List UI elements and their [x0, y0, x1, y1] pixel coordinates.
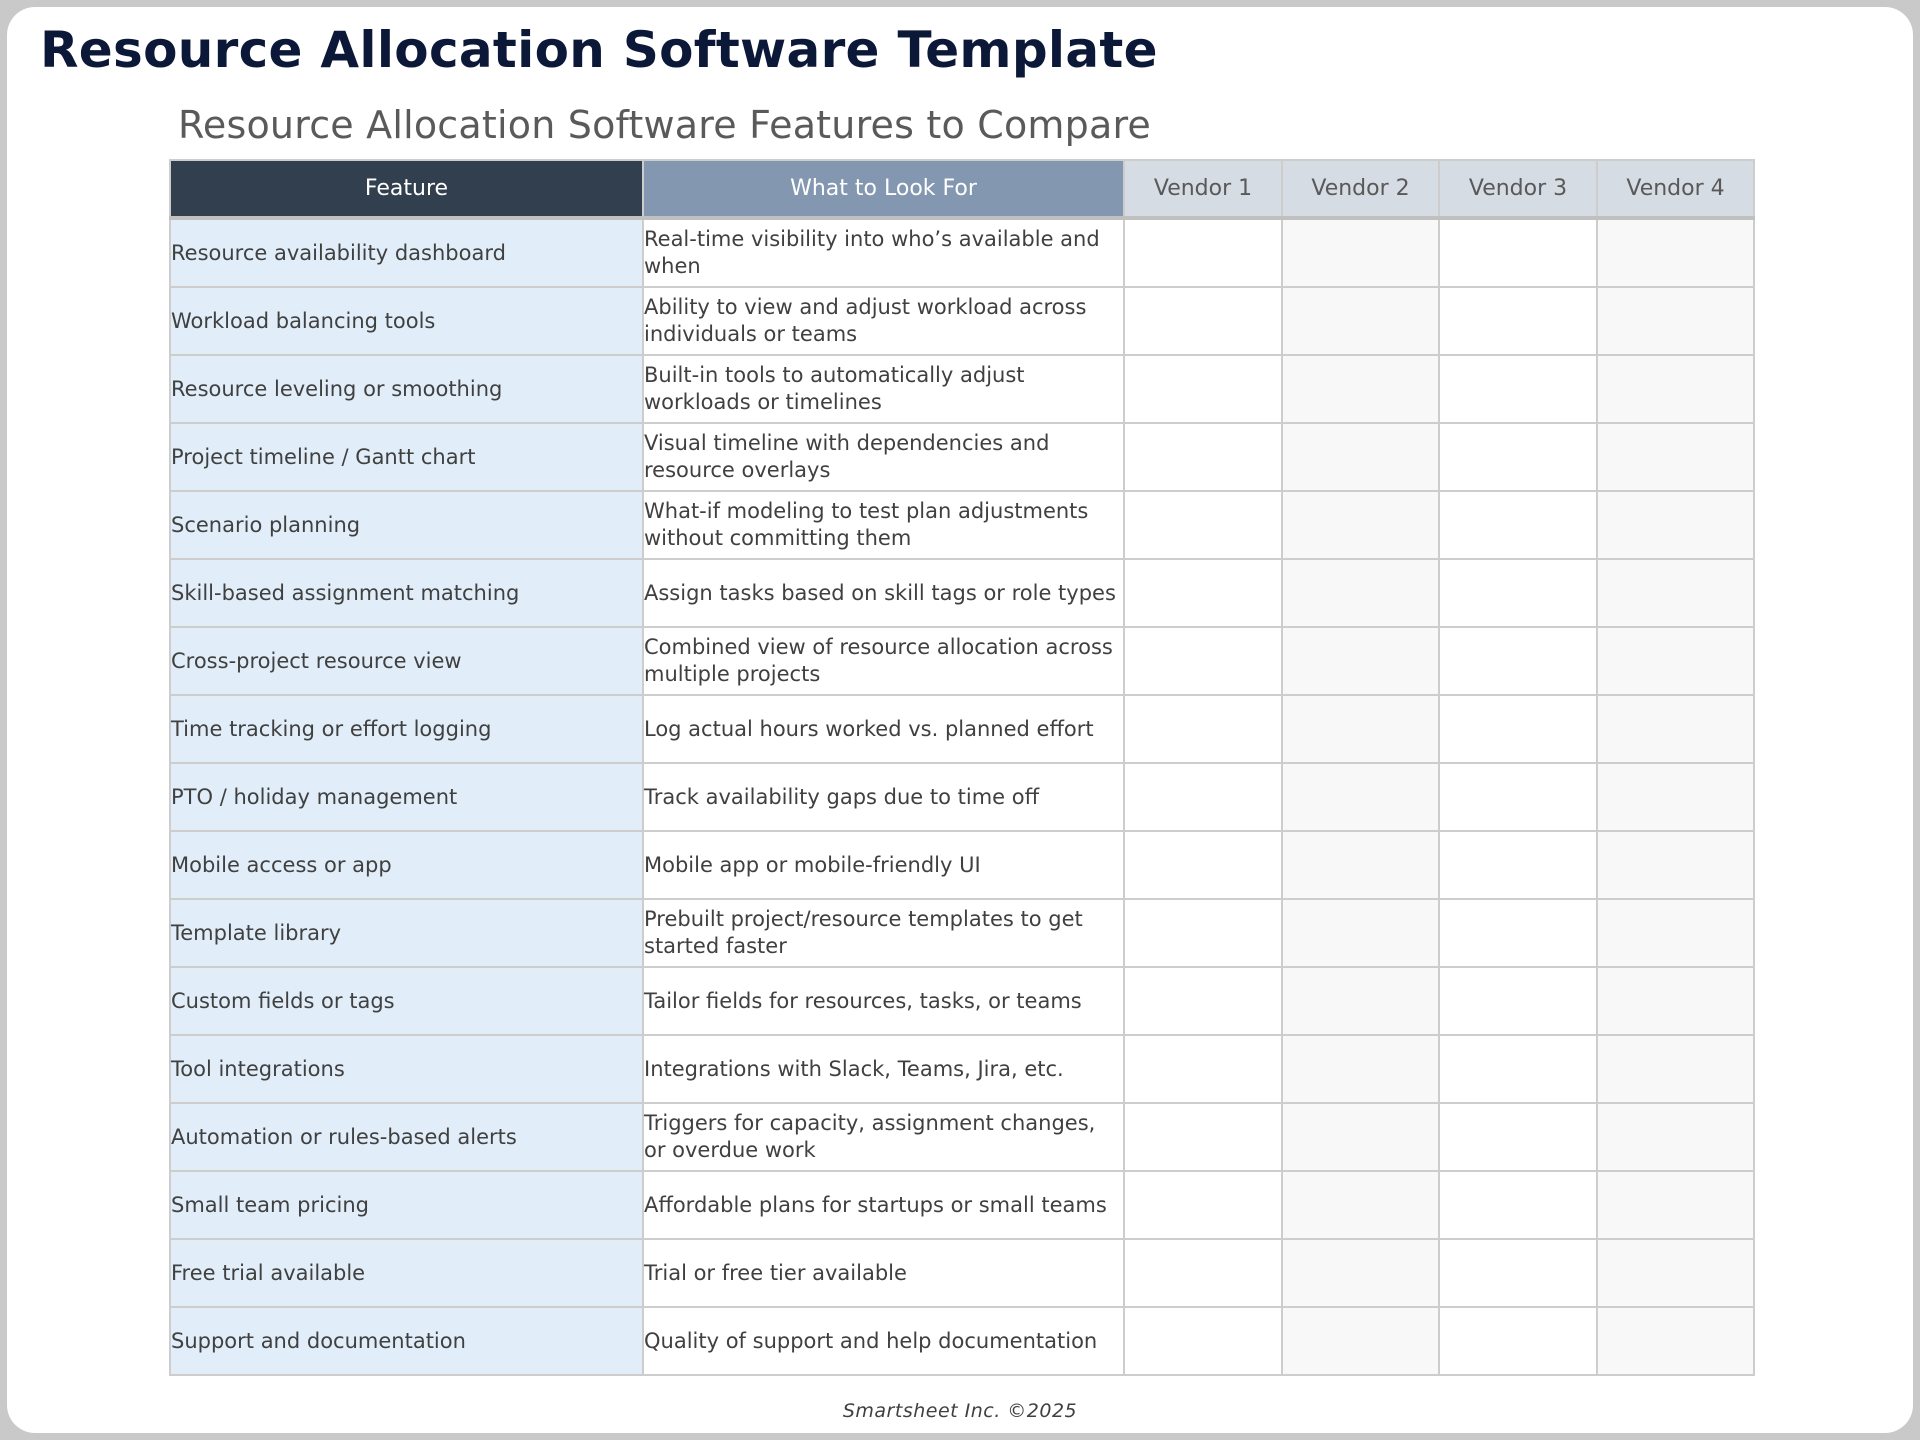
copyright-footer: Smartsheet Inc. ©2025: [842, 1400, 1078, 1422]
table-row: [170, 763, 1754, 831]
feature-cell: Template library: [170, 899, 643, 967]
vendor-1-cell[interactable]: [1124, 831, 1282, 899]
table-row: [170, 423, 1754, 491]
table-row: [170, 831, 1754, 899]
vendor-3-cell[interactable]: [1439, 559, 1597, 627]
feature-cell: Skill-based assignment matching: [170, 559, 643, 627]
what-to-look-for-cell: Combined view of resource allocation across multiple projects: [643, 627, 1124, 695]
what-to-look-for-cell: Visual timeline with dependencies and resource overlays: [643, 423, 1124, 491]
vendor-3-cell[interactable]: [1439, 1239, 1597, 1307]
document-page: [7, 7, 1913, 1433]
vendor-3-cell[interactable]: [1439, 491, 1597, 559]
vendor-3-cell[interactable]: [1439, 627, 1597, 695]
vendor-2-cell[interactable]: [1282, 1239, 1439, 1307]
vendor-3-cell[interactable]: [1439, 763, 1597, 831]
vendor-2-cell[interactable]: [1282, 831, 1439, 899]
feature-cell: Resource availability dashboard: [170, 218, 643, 287]
table-row: [170, 1307, 1754, 1375]
vendor-3-cell[interactable]: [1439, 1307, 1597, 1375]
vendor-1-cell[interactable]: [1124, 218, 1282, 287]
vendor-2-cell[interactable]: [1282, 967, 1439, 1035]
table-row: [170, 1171, 1754, 1239]
what-to-look-for-cell: Log actual hours worked vs. planned effort: [643, 695, 1124, 763]
vendor-4-cell[interactable]: [1597, 627, 1754, 695]
vendor-2-cell[interactable]: [1282, 559, 1439, 627]
vendor-3-cell[interactable]: [1439, 423, 1597, 491]
vendor-1-cell[interactable]: [1124, 1239, 1282, 1307]
feature-cell: Cross-project resource view: [170, 627, 643, 695]
vendor-2-cell[interactable]: [1282, 763, 1439, 831]
what-to-look-for-cell: Built-in tools to automatically adjust workloads or timelines: [643, 355, 1124, 423]
vendor-3-cell[interactable]: [1439, 899, 1597, 967]
vendor-2-cell[interactable]: [1282, 355, 1439, 423]
what-to-look-for-cell: Real-time visibility into who’s available and when: [643, 218, 1124, 287]
column-header-vendor-1: Vendor 1: [1124, 160, 1282, 218]
vendor-4-cell[interactable]: [1597, 695, 1754, 763]
vendor-4-cell[interactable]: [1597, 1103, 1754, 1171]
what-to-look-for-cell: Tailor fields for resources, tasks, or teams: [643, 967, 1124, 1035]
feature-cell: Automation or rules-based alerts: [170, 1103, 643, 1171]
vendor-3-cell[interactable]: [1439, 1103, 1597, 1171]
column-header-feature: Feature: [170, 160, 643, 218]
table-row: [170, 967, 1754, 1035]
table-row: [170, 695, 1754, 763]
column-header-vendor-2: Vendor 2: [1282, 160, 1439, 218]
column-header-vendor-4: Vendor 4: [1597, 160, 1754, 218]
vendor-2-cell[interactable]: [1282, 1171, 1439, 1239]
vendor-2-cell[interactable]: [1282, 695, 1439, 763]
vendor-2-cell[interactable]: [1282, 423, 1439, 491]
vendor-1-cell[interactable]: [1124, 967, 1282, 1035]
vendor-3-cell[interactable]: [1439, 218, 1597, 287]
vendor-4-cell[interactable]: [1597, 287, 1754, 355]
vendor-1-cell[interactable]: [1124, 899, 1282, 967]
vendor-1-cell[interactable]: [1124, 423, 1282, 491]
vendor-4-cell[interactable]: [1597, 967, 1754, 1035]
what-to-look-for-cell: What-if modeling to test plan adjustments without committing them: [643, 491, 1124, 559]
vendor-2-cell[interactable]: [1282, 1035, 1439, 1103]
vendor-1-cell[interactable]: [1124, 627, 1282, 695]
vendor-1-cell[interactable]: [1124, 1103, 1282, 1171]
table-row: [170, 1035, 1754, 1103]
table-row: [170, 1239, 1754, 1307]
column-header-vendor-3: Vendor 3: [1439, 160, 1597, 218]
vendor-4-cell[interactable]: [1597, 491, 1754, 559]
what-to-look-for-cell: Integrations with Slack, Teams, Jira, etc.: [643, 1035, 1124, 1103]
table-row: [170, 218, 1754, 287]
table-row: [170, 287, 1754, 355]
feature-cell: Tool integrations: [170, 1035, 643, 1103]
what-to-look-for-cell: Track availability gaps due to time off: [643, 763, 1124, 831]
vendor-1-cell[interactable]: [1124, 287, 1282, 355]
table-row: [170, 355, 1754, 423]
what-to-look-for-cell: Mobile app or mobile-friendly UI: [643, 831, 1124, 899]
vendor-2-cell[interactable]: [1282, 899, 1439, 967]
feature-cell: PTO / holiday management: [170, 763, 643, 831]
vendor-3-cell[interactable]: [1439, 1171, 1597, 1239]
header-row: [170, 160, 1754, 218]
vendor-1-cell[interactable]: [1124, 491, 1282, 559]
page-title: Resource Allocation Software Template: [40, 21, 1158, 79]
vendor-3-cell[interactable]: [1439, 287, 1597, 355]
vendor-2-cell[interactable]: [1282, 491, 1439, 559]
vendor-1-cell[interactable]: [1124, 1307, 1282, 1375]
vendor-3-cell[interactable]: [1439, 967, 1597, 1035]
table-row: [170, 627, 1754, 695]
table-row: [170, 559, 1754, 627]
feature-cell: Mobile access or app: [170, 831, 643, 899]
page-subtitle: Resource Allocation Software Features to Compare: [178, 103, 1152, 147]
what-to-look-for-cell: Prebuilt project/resource templates to get started faster: [643, 899, 1124, 967]
column-header-what-to-look-for: What to Look For: [643, 160, 1124, 218]
feature-cell: Workload balancing tools: [170, 287, 643, 355]
vendor-2-cell[interactable]: [1282, 287, 1439, 355]
vendor-1-cell[interactable]: [1124, 695, 1282, 763]
vendor-1-cell[interactable]: [1124, 559, 1282, 627]
vendor-2-cell[interactable]: [1282, 1103, 1439, 1171]
feature-cell: Free trial available: [170, 1239, 643, 1307]
feature-cell: Resource leveling or smoothing: [170, 355, 643, 423]
table-row: [170, 1103, 1754, 1171]
vendor-4-cell[interactable]: [1597, 218, 1754, 287]
vendor-3-cell[interactable]: [1439, 831, 1597, 899]
table-row: [170, 491, 1754, 559]
feature-cell: Project timeline / Gantt chart: [170, 423, 643, 491]
feature-cell: Scenario planning: [170, 491, 643, 559]
vendor-4-cell[interactable]: [1597, 763, 1754, 831]
vendor-4-cell[interactable]: [1597, 1035, 1754, 1103]
what-to-look-for-cell: Triggers for capacity, assignment changes, or overdue work: [643, 1103, 1124, 1171]
vendor-3-cell[interactable]: [1439, 1035, 1597, 1103]
what-to-look-for-cell: Assign tasks based on skill tags or role types: [643, 559, 1124, 627]
vendor-4-cell[interactable]: [1597, 1171, 1754, 1239]
vendor-2-cell[interactable]: [1282, 627, 1439, 695]
vendor-4-cell[interactable]: [1597, 355, 1754, 423]
vendor-1-cell[interactable]: [1124, 1035, 1282, 1103]
vendor-1-cell[interactable]: [1124, 763, 1282, 831]
vendor-4-cell[interactable]: [1597, 831, 1754, 899]
vendor-2-cell[interactable]: [1282, 1307, 1439, 1375]
vendor-4-cell[interactable]: [1597, 559, 1754, 627]
what-to-look-for-cell: Ability to view and adjust workload across individuals or teams: [643, 287, 1124, 355]
what-to-look-for-cell: Quality of support and help documentation: [643, 1307, 1124, 1375]
vendor-1-cell[interactable]: [1124, 355, 1282, 423]
what-to-look-for-cell: Trial or free tier available: [643, 1239, 1124, 1307]
vendor-3-cell[interactable]: [1439, 695, 1597, 763]
table-row: [170, 899, 1754, 967]
feature-cell: Time tracking or effort logging: [170, 695, 643, 763]
vendor-2-cell[interactable]: [1282, 218, 1439, 287]
vendor-1-cell[interactable]: [1124, 1171, 1282, 1239]
vendor-4-cell[interactable]: [1597, 1239, 1754, 1307]
vendor-3-cell[interactable]: [1439, 355, 1597, 423]
vendor-4-cell[interactable]: [1597, 1307, 1754, 1375]
what-to-look-for-cell: Affordable plans for startups or small teams: [643, 1171, 1124, 1239]
feature-cell: Small team pricing: [170, 1171, 643, 1239]
feature-cell: Custom fields or tags: [170, 967, 643, 1035]
vendor-4-cell[interactable]: [1597, 423, 1754, 491]
feature-cell: Support and documentation: [170, 1307, 643, 1375]
vendor-4-cell[interactable]: [1597, 899, 1754, 967]
comparison-table: [169, 159, 1755, 1376]
